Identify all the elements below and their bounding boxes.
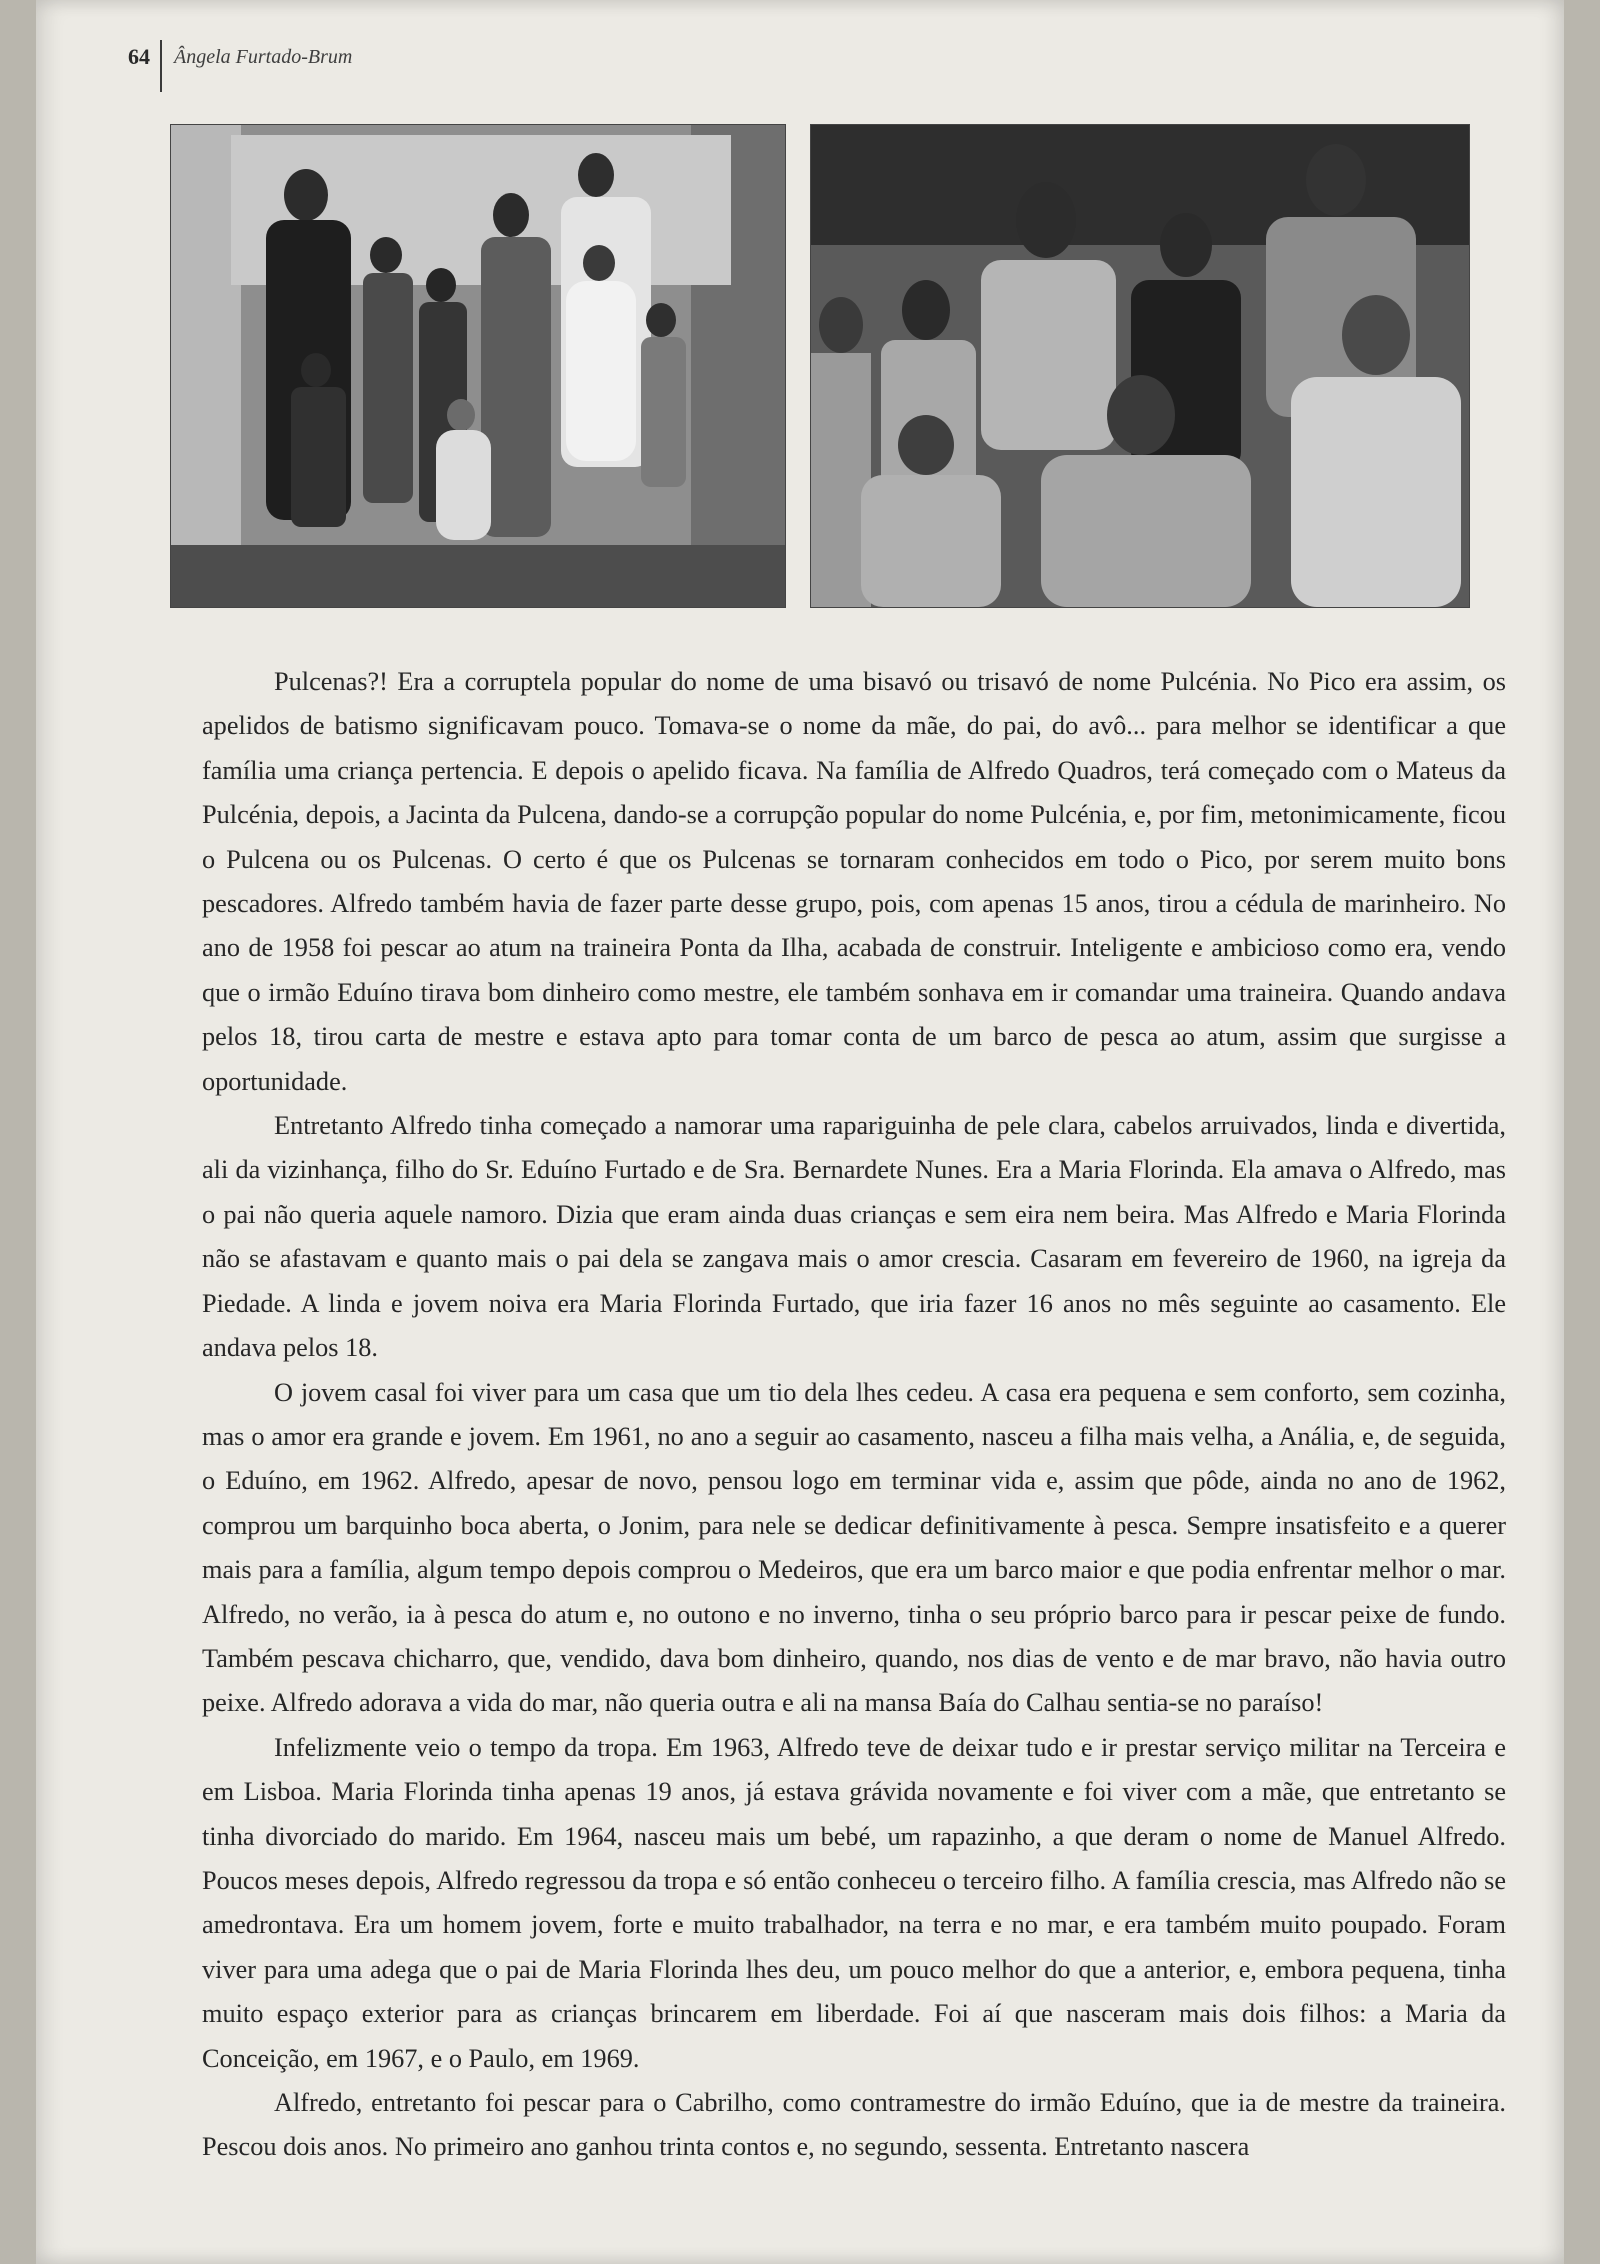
paragraph: O jovem casal foi viver para um casa que um tio dela lhes cedeu. A casa era pequena e sem conforto, sem cozinha, mas o amor era grande e jovem. Em 1961, no ano a seguir ao casamento, nasceu a filha mais velha, a Anália, e, de seguida, o Eduíno, em 1962. Alfredo, apesar de novo, pensou logo em terminar vida e, assim que pôde, ainda no ano de 1962, comprou um barquinho boca aberta, o Jonim, para nele se dedicar definitivamente à pesca. Sempre insatisfeito e a querer mais para a família, algum tempo depois comprou o Medeiros, que era um barco maior e que podia enfrentar melhor o mar. Alfredo, no verão, ia à pesca do atum e, no outono e no inverno, tinha o seu próprio barco para ir pescar peixe de fundo. Também pescava chicharro, que, vendido, dava bom dinheiro, quando, nos dias de vento e de mar bravo, não havia outro peixe. Alfredo adorava a vida do mar, não queria outra e ali na mansa Baía do Calhau sentia-se no paraíso! <box>202 1377 1506 1718</box>
family-group-photo-graphic <box>811 125 1469 607</box>
family-group-photo <box>810 124 1470 608</box>
paragraph: Alfredo, entretanto foi pescar para o Cabrilho, como contramestre do irmão Eduíno, que ia de mestre da traineira. Pescou dois anos. No primeiro ano ganhou trinta contos e, no segundo, sessenta. Entretanto nascera <box>202 2088 1506 2162</box>
author-name: Ângela Furtado-Brum <box>174 46 353 68</box>
paragraph: Pulcenas?! Era a corruptela popular do nome de uma bisavó ou trisavó de nome Pulcénia. No Pico era assim, os apelidos de batismo significavam pouco. Tomava-se o nome da mãe, do pai, do avô... para melhor se identificar a que família uma criança pertencia. E depois o apelido ficava. Na família de Alfredo Quadros, terá começado com o Mateus da Pulcénia, depois, a Jacinta da Pulcena, dando-se a corrupção popular do nome Pulcénia, e, por fim, metonimicamente, ficou o Pulcena ou os Pulcenas. O certo é que os Pulcenas se tornaram conhecidos em todo o Pico, por serem muito bons pescadores. Alfredo também havia de fazer parte desse grupo, pois, com apenas 15 anos, tirou a cédula de marinheiro. No ano de 1958 foi pescar ao atum na traineira Ponta da Ilha, acabada de construir. Inteligente e ambicioso como era, vendo que o irmão Eduíno tirava bom dinheiro como mestre, ele também sonhava em ir comandar uma traineira. Quando andava pelos 18, tirou carta de mestre e estava apto para tomar conta de um barco de pesca ao atum, assim que surgisse a oportunidade. <box>202 667 1506 1096</box>
running-head <box>128 40 352 92</box>
page-number: 64 <box>128 44 150 69</box>
family-church-photo <box>170 124 786 608</box>
paragraph: Infelizmente veio o tempo da tropa. Em 1963, Alfredo teve de deixar tudo e ir prestar serviço militar na Terceira e em Lisboa. Maria Florinda tinha apenas 19 anos, já estava grávida novamente e foi viver com a mãe, que entretanto se tinha divorciado do marido. Em 1964, nasceu mais um bebé, um rapazinho, a que deram o nome de Manuel Alfredo. Poucos meses depois, Alfredo regressou da tropa e só então conheceu o terceiro filho. A família crescia, mas Alfredo não se amedrontava. Era um homem jovem, forte e muito trabalhador, na terra e no mar, e era também muito poupado. Foram viver para uma adega que o pai de Maria Florinda lhes deu, um pouco melhor do que a anterior, e, embora pequena, tinha muito espaço exterior para as crianças brincarem em liberdade. Foi aí que nasceram mais dois filhos: a Maria da Conceição, em 1967, e o Paulo, em 1969. <box>202 1732 1506 2073</box>
paragraph: Entretanto Alfredo tinha começado a namorar uma rapariguinha de pele clara, cabelos arruivados, linda e divertida, ali da vizinhança, filho do Sr. Eduíno Furtado e de Sra. Bernardete Nunes. Era a Maria Florinda. Ela amava o Alfredo, mas o pai não queria aquele namoro. Dizia que eram ainda duas crianças e sem eira nem beira. Mas Alfredo e Maria Florinda não se afastavam e quanto mais o pai dela se zangava mais o amor crescia. Casaram em fevereiro de 1960, na igreja da Piedade. A linda e jovem noiva era Maria Florinda Furtado, que iria fazer 16 anos no mês seguinte ao casamento. Ele andava pelos 18. <box>202 1111 1506 1363</box>
header-divider <box>160 40 162 92</box>
body-text <box>202 660 1506 2170</box>
family-church-photo-graphic <box>171 125 785 607</box>
book-page <box>36 0 1564 2264</box>
